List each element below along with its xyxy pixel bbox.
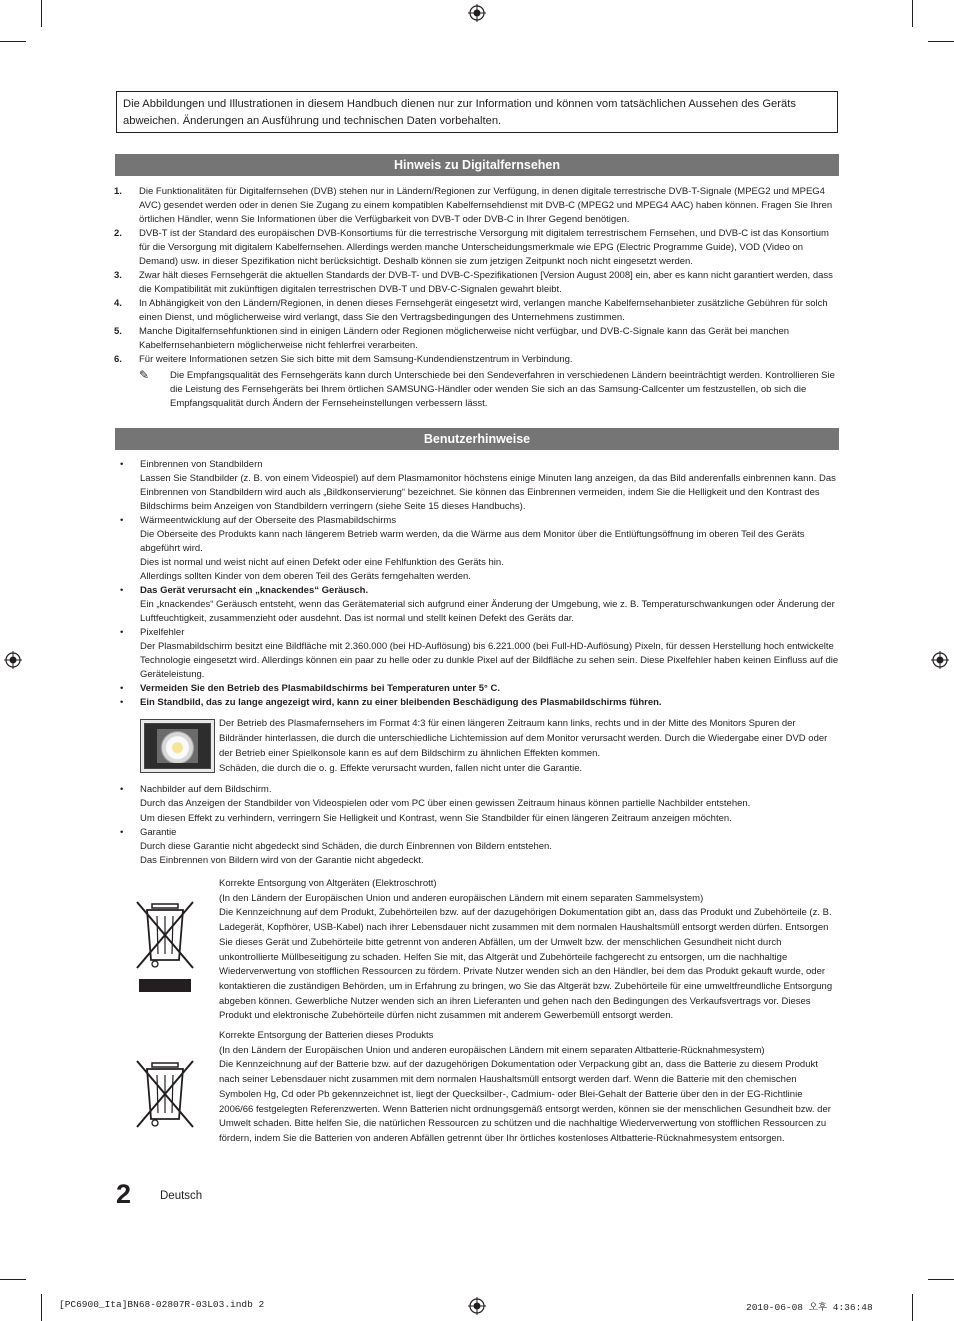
list-item: 5. Manche Digitalfernsehfunktionen sind in einigen Ländern oder Regionen möglicherweise nicht verfügbar, und DVB-C-Signale kann das Gerät bei manchen Kabelfernsehanbietern möglicherweise nicht fehlerfrei verarbeiten. <box>114 326 790 351</box>
print-timestamp: 2010-06-08 오후 4:36:48 <box>746 1302 873 1313</box>
bin-underline <box>139 979 191 992</box>
crop-mark <box>928 1279 954 1280</box>
crop-mark <box>912 1294 913 1321</box>
crossed-bin-icon <box>133 1057 197 1131</box>
notice-box: Die Abbildungen und Illustrationen in diesem Handbuch dienen nur zur Information und können vom tatsächlichen Aussehen des Geräts abweichen. Änderungen an Ausführung und technischen Daten vorbehalten. <box>116 91 838 133</box>
user-notes-list-2 <box>120 783 840 868</box>
list-item: • Garantie Durch diese Garantie nicht abgedeckt sind Schäden, die durch Einbrennen von Bildern entstehen. Das Einbrennen von Bildern wird von der Garantie nicht abgedeckt. <box>120 827 552 866</box>
page-number: 2 <box>116 1179 132 1209</box>
file-slug: [PC6900_Ita]BN68-02807R-03L03.indb 2 <box>59 1299 265 1310</box>
crop-mark <box>0 41 26 42</box>
crop-mark <box>912 0 913 27</box>
registration-mark-icon <box>468 1297 486 1315</box>
digital-tv-list <box>114 185 836 411</box>
burn-in-explanation: Der Betrieb des Plasmafernsehers im Format 4:3 für einen längeren Zeitraum kann links, rechts und in der Mitte des Monitors Spuren der Bildränder hinterlassen, die durch die unterschiedliche Lichtemission auf dem Monitor verursacht werden. Durch die Wiedergabe einer DVD oder der Betrieb einer Spielkonsole kann es auf dem Bildschirm zu ähnlichen Effekten kommen. Schäden, die durch die o. g. Effekte verursacht wurden, fallen nicht unter die Garantie. <box>219 718 828 774</box>
crop-mark <box>41 0 42 27</box>
section-header-digital-tv: Hinweis zu Digitalfernsehen <box>115 154 839 176</box>
list-item: 6. Für weitere Informationen setzen Sie sich bitte mit dem Samsung-Kundendienstzentrum in Verbindung. <box>114 354 573 365</box>
list-item: 3. Zwar hält dieses Fernsehgerät die aktuellen Standards der DVB-T- und DVB-C-Spezifikationen [Version August 2008] ein, aber es kann nicht garantiert werden, dass die Kompatibilität mit zukünftigen digitalen terrestrischen DVB-T und DBV-C-Signalen gewahrt bleibt. <box>114 270 833 295</box>
pencil-note-icon: ✎ <box>139 368 150 382</box>
disposal-electronics: Korrekte Entsorgung von Altgeräten (Elektroschrott) (In den Ländern der Europäischen Union und anderen europäischen Ländern mit einem separaten Sammelsystem) Die Kennzeichnung auf dem Produkt, Zubehörteilen bzw. auf der dazugehörigen Dokumentation gibt an, dass das Produkt und Zubehörteile (z. B. Ladegerät, Kopfhörer, USB-Kabel) nach ihrer Lebensdauer nicht zusammen mit dem normalen Haushaltsmüll entsorgt werden dürfen. Entsorgen Sie dieses Gerät und Zubehörteile bitte getrennt von anderen Abfällen, um der Umwelt bzw. der menschlichen Gesundheit nicht durch unkontrollierte Müllbeseitigung zu schaden. Helfen Sie mit, das Altgerät und Zubehörteile fachgerecht zu entsorgen, um die nachhaltige Wiederverwertung von stofflichen Ressourcen zu fördern. Private Nutzer wenden sich an den Händler, bei dem das Produkt gekauft wurde, oder kontaktieren die zuständigen Behörden, um in Erfahrung zu bringen, wo Sie das Altgerät bzw. Zubehörteile für eine umweltfreundliche Entsorgung abgeben können. Gewerbliche Nutzer wenden sich an ihren Lieferanten und gehen nach den Bedingungen des Verkaufsvertrags vor. Dieses Produkt und elektronische Zubehörteile dürfen nicht zusammen mit anderem Gewerbemüll entsorgt werden. <box>219 878 833 1022</box>
section-header-user-notes: Benutzerhinweise <box>115 428 839 450</box>
list-item: • Ein Standbild, das zu lange angezeigt wird, kann zu einer bleibenden Beschädigung des Plasmabildschirms führen. <box>120 697 662 708</box>
registration-mark-icon <box>468 4 486 22</box>
registration-mark-icon <box>931 651 949 669</box>
list-item: • Nachbilder auf dem Bildschirm. Durch das Anzeigen der Standbilder von Videospielen oder vom PC über einen gewissen Zeitraum hinaus können partielle Nachbilder entstehen. Um diesen Effekt zu verhindern, verringern Sie Helligkeit und Kontrast, wenn Sie Standbilder für einen längeren Zeitraum anzeigen möchten. <box>120 784 751 824</box>
list-item: 4. In Abhängigkeit von den Ländern/Regionen, in denen dieses Fernsehgerät eingesetzt wird, verlangen manche Kabelfernsehanbieter zusätzliche Gebühren für solch einen Dienst, und möglicherweise wird verlangt, dass Sie den Vertragsbedingungen des Unternehmens zustimmen. <box>114 298 828 323</box>
crop-mark <box>41 1294 42 1321</box>
crop-mark <box>0 1279 26 1280</box>
crossed-bin-icon <box>133 898 197 972</box>
note: ✎ Die Empfangsqualität des Fernsehgeräts kann durch Unterschiede bei den Sendeverfahren in verschiedenen Ländern beeinträchtigt werden. Kontrollieren Sie die Leistung des Fernsehgeräts bei Ihrem örtlichen SAMSUNG-Händler oder wenden Sie sich an das Samsung-Callcenter um festzustellen, ob sich die Empfangsqualität durch Ändern der Fernseheinstellungen verbessern lässt. <box>139 368 835 409</box>
crop-mark <box>928 41 954 42</box>
list-item: • Einbrennen von Standbildern Lassen Sie Standbilder (z. B. von einem Videospiel) auf dem Plasmamonitor höchstens einige Minuten lang anzeigen, da das Bild anderenfalls einbrennen kann. Das Einbrennen von Standbildern wird auch als „Bildkonservierung“ bezeichnet. Sie können das Einbrennen vermeiden, indem Sie die Helligkeit und den Kontrast des Bildschirms beim Anzeigen von Standbildern verringern (siehe Seite 15 dieses Handbuchs). <box>120 459 836 512</box>
tv-burn-in-illustration <box>140 719 215 773</box>
registration-mark-icon <box>4 651 22 669</box>
user-notes-list <box>120 458 840 710</box>
disposal-batteries: Korrekte Entsorgung der Batterien dieses Produkts (In den Ländern der Europäischen Union und anderen europäischen Ländern mit einem separaten Altbatterie-Rücknahmesystem) Die Kennzeichnung auf der Batterie bzw. auf der dazugehörigen Dokumentation oder Verpackung gibt an, dass die Batterie zu diesem Produkt nach seiner Lebensdauer nicht zusammen mit dem normalen Haushaltsmüll entsorgt werden darf. Wenn die Batterie mit den chemischen Symbolen Hg, Cd oder Pb gekennzeichnet ist, liegt der Quecksilber-, Cadmium- oder Blei-Gehalt der Batterie über den in der EG-Richtlinie 2006/66 festgelegten Referenzwerten. Wenn Batterien nicht ordnungsgemäß entsorgt werden, können sie der menschlichen Gesundheit bzw. der Umwelt schaden. Bitte helfen Sie, die natürlichen Ressourcen zu schützen und die nachhaltige Wiederverwertung von stofflichen Ressourcen zu fördern, indem Sie die Batterien von anderen Abfällen getrennt über Ihr örtliches kostenloses Altbatterie-Rücknahmesystem entsorgen. <box>219 1030 831 1144</box>
list-item: • Vermeiden Sie den Betrieb des Plasmabildschirms bei Temperaturen unter 5° C. <box>120 683 500 694</box>
list-item: • Pixelfehler Der Plasmabildschirm besitzt eine Bildfläche mit 2.360.000 (bei HD-Auflösung) bis 6.221.000 (bei Full-HD-Auflösung) Pixeln, für dessen Herstellung hoch entwickelte Technologie eingesetzt wird. Allerdings können ein paar zu helle oder zu dunkle Pixel auf der Bildfläche zu sehen sein. Diese Pixelfehler haben keinen Einfluss auf die Geräteleistung. <box>120 627 839 680</box>
list-item: 2. DVB-T ist der Standard des europäischen DVB-Konsortiums für die terrestrische Versorgung mit digitalem terrestrischem Fernsehen, und DVB-C ist das Konsortium für die Versorgung mit digitalem Kabelfernsehen. Allerdings werden manche Unterscheidungsmerkmale wie EPG (Electric Programme Guide), VOD (Video on Demand) usw. in dieser Spezifikation nicht berücksichtigt. Deshalb können sie zum jetzigen Zeitpunkt noch nicht eingesetzt werden. <box>114 228 829 267</box>
list-item: 1. Die Funktionalitäten für Digitalfernsehen (DVB) stehen nur in Ländern/Regionen zur Verfügung, in denen digitale terrestrische DVB-T-Signale (MPEG2 und MPEG4 AVC) gesendet werden oder in denen Sie Zugang zu einem kompatiblen Kabelfernsehdienst mit DVB-C (MPEG2 und MPEG4 AAC) haben können. Fragen Sie Ihren örtlichen Händler, wenn Sie Informationen über die Verfügbarkeit von DVB-T oder DVB-C in Ihrer Gegend benötigen. <box>114 186 833 225</box>
language-label: Deutsch <box>160 1190 203 1202</box>
list-item: • Wärmeentwicklung auf der Oberseite des Plasmabildschirms Die Oberseite des Produkts kann nach längerem Betrieb warm werden, da die Wärme aus dem Monitor über die Entlüftungsöffnung im oberen Teil des Geräts abgeführt wird. Dies ist normal und weist nicht auf einen Defekt oder eine Fehlfunktion des Geräts hin. Allerdings sollten Kinder von dem oberen Teil des Geräts ferngehalten werden. <box>120 515 805 582</box>
list-item: • Das Gerät verursacht ein „knackendes“ Geräusch. Ein „knackendes“ Geräusch entsteht, wenn das Gerätematerial sich aufgrund einer Änderung der Umgebung, wie z. B. Temperaturschwankungen oder Änderung der Luftfeuchtigkeit, zusammenzieht oder ausdehnt. Das ist normal und stellt keinen Defekt des Geräts dar. <box>120 585 835 624</box>
